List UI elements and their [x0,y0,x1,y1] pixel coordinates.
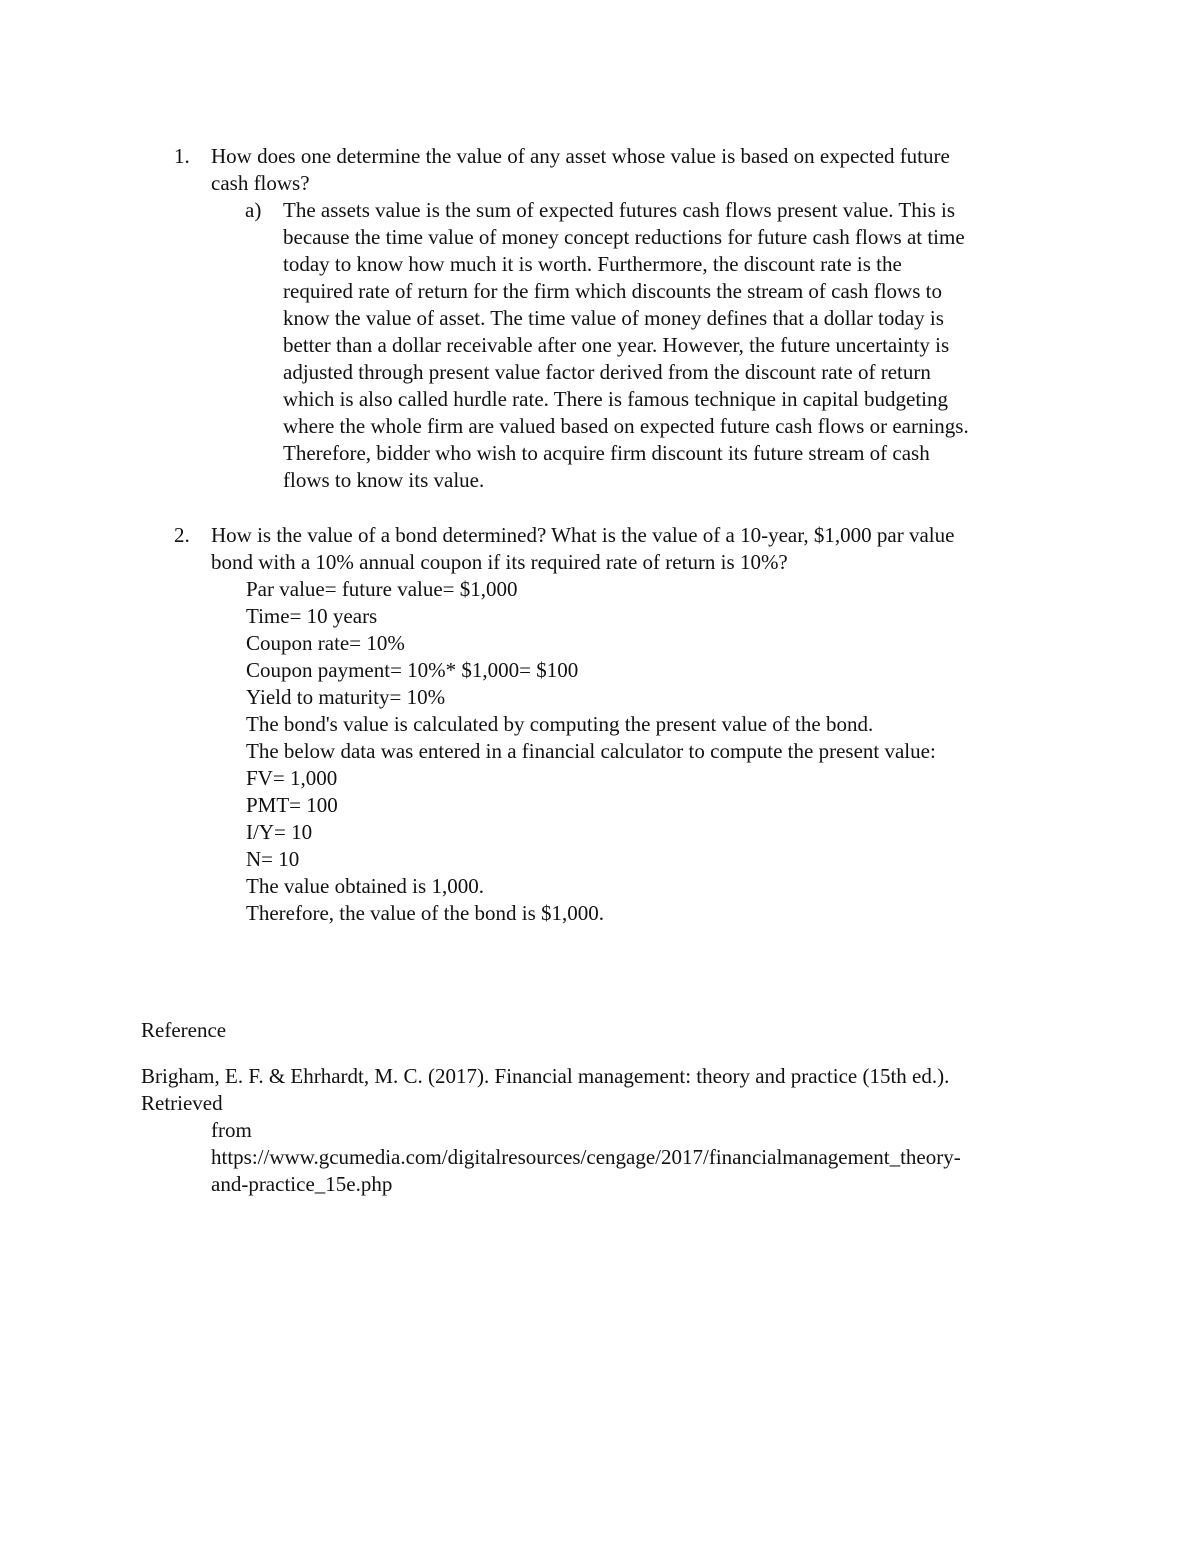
calculation-line: I/Y= 10 [246,820,313,844]
calculation-line: The value obtained is 1,000. [246,874,484,898]
answer-text-line: Therefore, bidder who wish to acquire firm discount its future stream of cash [283,441,930,465]
calculation-line: Par value= future value= $1,000 [246,577,518,601]
answer-text-line: required rate of return for the firm which discounts the stream of cash flows to [283,279,942,303]
citation-line: Brigham, E. F. & Ehrhardt, M. C. (2017). Financial management: theory and practice (15th ed.). [141,1064,950,1088]
question-number: 2. [174,523,190,547]
citation-url: and-practice_15e.php [211,1172,393,1196]
calculation-line: Time= 10 years [246,604,378,628]
answer-text-line: where the whole firm are valued based on expected future cash flows or earnings. [283,414,969,438]
answer-text-line: better than a dollar receivable after one year. However, the future uncertainty is [283,333,950,357]
reference-heading: Reference [141,1018,227,1042]
question-text-line: How is the value of a bond determined? What is the value of a 10-year, $1,000 par value [211,523,955,547]
calculation-line: Coupon rate= 10% [246,631,405,655]
question-text-line: How does one determine the value of any asset whose value is based on expected future [211,144,950,168]
answer-text-line: flows to know its value. [283,468,485,492]
calculation-line: The below data was entered in a financial calculator to compute the present value: [246,739,936,763]
answer-marker: a) [245,198,262,222]
calculation-line: Therefore, the value of the bond is $1,000. [246,901,605,925]
calculation-line: Yield to maturity= 10% [246,685,446,709]
calculation-line: PMT= 100 [246,793,338,817]
calculation-line: Coupon payment= 10%* $1,000= $100 [246,658,579,682]
question-text-line: bond with a 10% annual coupon if its required rate of return is 10%? [211,550,788,574]
question-text-line: cash flows? [211,171,310,195]
question-number: 1. [174,144,190,168]
citation-url: https://www.gcumedia.com/digitalresources/cengage/2017/financialmanagement_theory- [211,1145,961,1169]
answer-text-line: today to know how much it is worth. Furthermore, the discount rate is the [283,252,902,276]
answer-text-line: adjusted through present value factor derived from the discount rate of return [283,360,931,384]
citation-line: from [211,1118,252,1142]
answer-text-line: The assets value is the sum of expected futures cash flows present value. This is [283,198,956,222]
answer-text-line: because the time value of money concept reductions for future cash flows at time [283,225,965,249]
calculation-line: N= 10 [246,847,300,871]
answer-text-line: which is also called hurdle rate. There is famous technique in capital budgeting [283,387,948,411]
citation-line: Retrieved [141,1091,223,1115]
calculation-line: FV= 1,000 [246,766,338,790]
answer-text-line: know the value of asset. The time value of money defines that a dollar today is [283,306,944,330]
calculation-line: The bond's value is calculated by computing the present value of the bond. [246,712,874,736]
